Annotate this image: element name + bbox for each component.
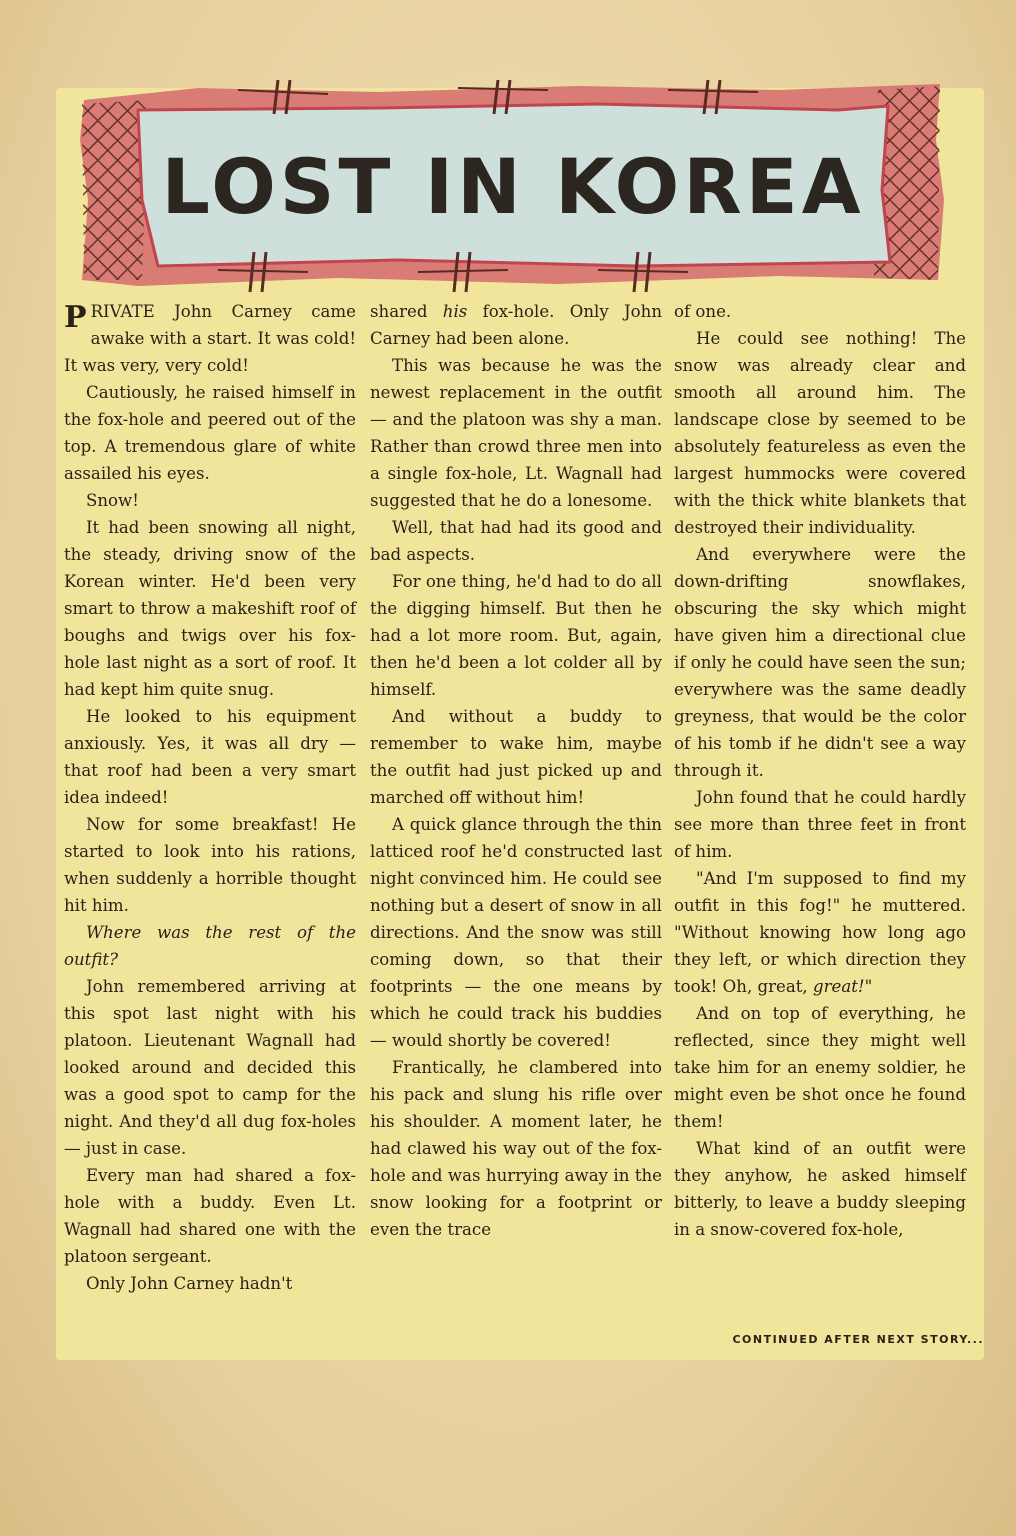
paragraph: A quick glance through the thin latticed roof he'd constructed last night convinced him. He could see nothing but a desert of snow in all directions. And the snow was still coming down, so that their footprints — the one means by which he could track his buddies — would shortly be covered! <box>370 815 662 1050</box>
column-1 <box>64 298 356 1348</box>
continued-note: CONTINUED AFTER NEXT STORY... <box>732 1333 984 1346</box>
column-3 <box>674 298 966 1348</box>
story-title: LOST IN KOREA <box>161 142 865 231</box>
paragraph: Only John Carney hadn't <box>86 1274 293 1293</box>
paragraph <box>64 298 356 379</box>
paragraph: Snow! <box>86 491 139 510</box>
paragraph: And everywhere were the down-drifting snowflakes, obscuring the sky which might have given him a directional clue if only he could have seen the sun; everywhere was the same deadly greyness, that would be the color of his tomb if he didn't see a way through it. <box>674 545 966 780</box>
paragraph: And without a buddy to remember to wake him, maybe the outfit had just picked up and marched off without him! <box>370 707 662 807</box>
column-2 <box>370 298 662 1348</box>
paragraph-text: shared <box>370 302 443 321</box>
paragraph: Every man had shared a fox-hole with a buddy. Even Lt. Wagnall had shared one with the platoon sergeant. <box>64 1166 356 1266</box>
paragraph: John remembered arriving at this spot last night with his platoon. Lieutenant Wagnall had looked around and decided this was a good spot to camp for the night. And they'd all dug fox-holes — just in case. <box>64 977 356 1158</box>
emphasis: great! <box>812 977 865 996</box>
paragraph: For one thing, he'd had to do all the digging himself. But then he had a lot more room. But, again, then he'd been a lot colder all by himself. <box>370 572 662 699</box>
paragraph: And on top of everything, he reflected, since they might well take him for an enemy soldier, he might even be shot once he found them! <box>674 1004 966 1131</box>
emphasis: his <box>442 302 468 321</box>
paragraph: of one. <box>674 302 732 321</box>
paragraph-text: "And I'm supposed to find my outfit in this fog!" he muttered. "Without knowing how long ago they left, or which direction they took! Oh, great, <box>674 869 966 996</box>
paragraph: What kind of an outfit were they anyhow, he asked himself bitterly, to leave a buddy sleeping in a snow-covered fox-hole, <box>674 1139 966 1239</box>
paragraph: This was because he was the newest replacement in the outfit — and the platoon was shy a man. Rather than crowd three men into a single fox-hole, Lt. Wagnall had suggested that he do a lonesome. <box>370 356 662 510</box>
paragraph: Cautiously, he raised himself in the fox-hole and peered out of the top. A tremendous glare of white assailed his eyes. <box>64 383 356 483</box>
story-body <box>64 298 968 1348</box>
paragraph-text: RIVATE John Carney came awake with a start. It was cold! It was very, very cold! <box>64 302 356 375</box>
paragraph-italic: Where was the rest of the outfit? <box>64 923 356 969</box>
paragraph: He looked to his equipment anxiously. Yes, it was all dry — that roof had been a very smart idea indeed! <box>64 707 356 807</box>
paragraph: It had been snowing all night, the steady, driving snow of the Korean winter. He'd been very smart to throw a makeshift roof of boughs and twigs over his fox-hole last night as a sort of roof. It had kept him quite snug. <box>64 518 356 699</box>
paragraph: John found that he could hardly see more than three feet in front of him. <box>674 788 966 861</box>
paragraph: Well, that had had its good and bad aspects. <box>370 518 662 564</box>
paragraph: Now for some breakfast! He started to look into his rations, when suddenly a horrible thought hit him. <box>64 815 356 915</box>
paragraph <box>370 298 662 352</box>
paragraph: He could see nothing! The snow was already clear and smooth all around him. The landscape close by seemed to be absolutely featureless as even the largest hummocks were covered with the thick white blankets that destroyed their individuality. <box>674 329 966 537</box>
paragraph-text: " <box>864 977 873 996</box>
paragraph <box>674 865 966 1000</box>
paragraph: Frantically, he clambered into his pack and slung his rifle over his shoulder. A moment later, he had clawed his way out of the fox-hole and was hurrying away in the snow looking for a footprint or even the trace <box>370 1058 662 1239</box>
paragraph-text: fox-hole. Only John Carney had been alone. <box>370 302 663 348</box>
drop-cap: P <box>64 300 87 335</box>
title-banner <box>78 80 948 295</box>
